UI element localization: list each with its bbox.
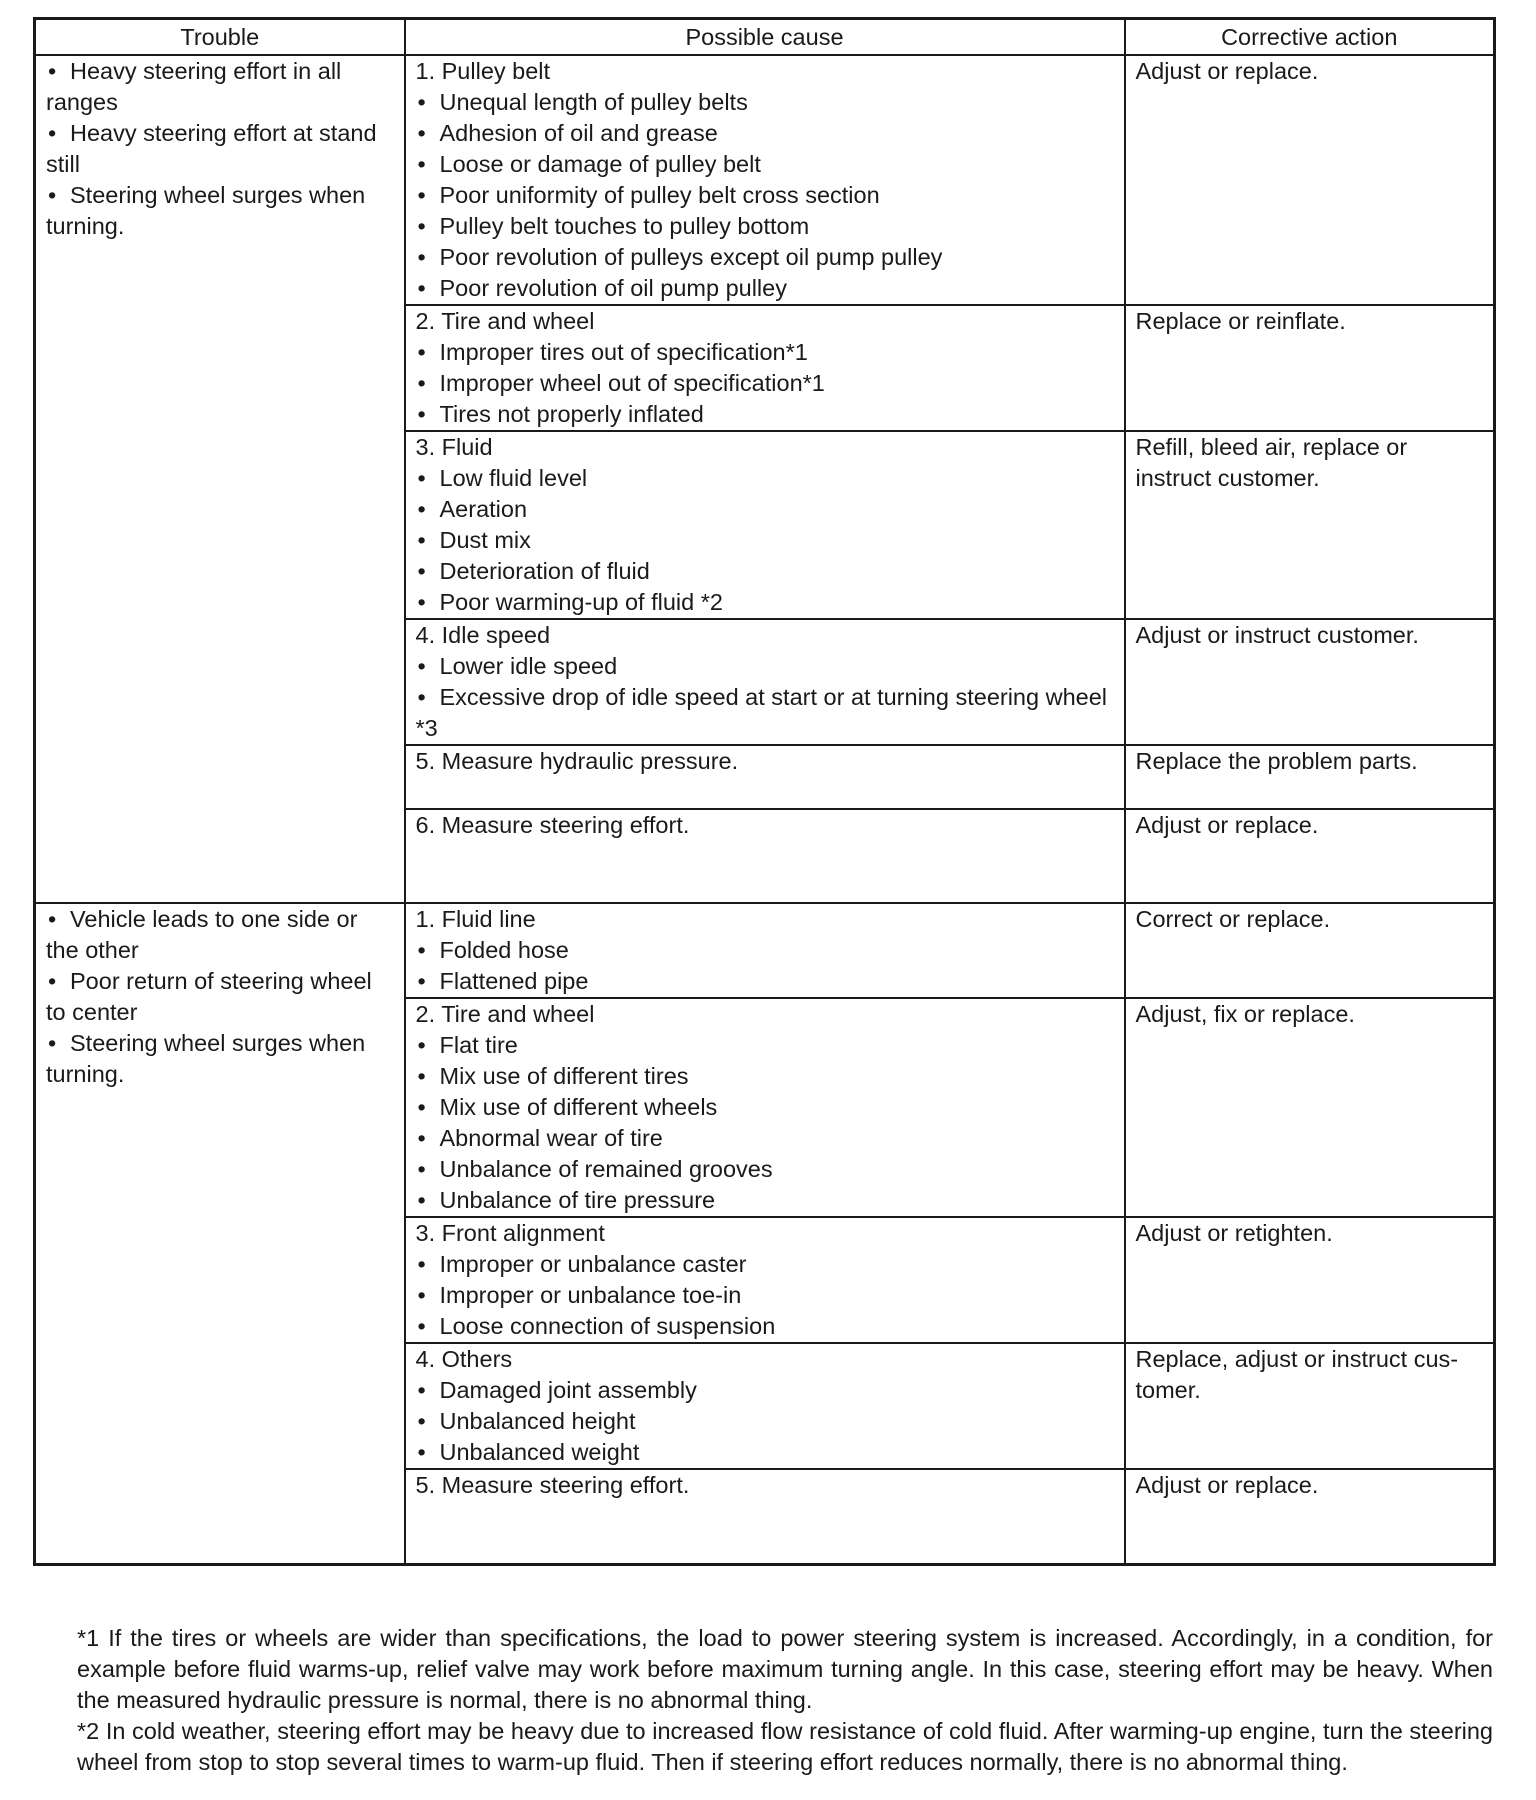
action-cell: Adjust or replace. (1125, 1469, 1495, 1565)
cause-item: • Poor uniformity of pulley belt cross section (416, 180, 1114, 211)
cause-title: 1. Pulley belt (415, 58, 551, 84)
action-cell: Refill, bleed air, replace or instruct customer. (1125, 431, 1495, 619)
trouble-item: • Poor return of steering wheel to center (46, 966, 394, 1028)
cause-item: • Poor warming-up of fluid *2 (416, 587, 1114, 618)
cause-item: • Poor revolution of pulleys except oil pump pulley (416, 242, 1114, 273)
cause-cell (405, 903, 1125, 998)
cause-cell (405, 55, 1125, 305)
cause-item: • Flattened pipe (416, 966, 1114, 997)
cause-item: • Adhesion of oil and grease (416, 118, 1114, 149)
cause-item: • Lower idle speed (416, 651, 1114, 682)
cause-title: 2. Tire and wheel (415, 308, 595, 334)
cause-title: 2. Tire and wheel (415, 1001, 595, 1027)
trouble-item: • Steering wheel surges when turning. (46, 1028, 394, 1090)
cause-cell (405, 1469, 1125, 1565)
cause-item: • Unbalance of remained grooves (416, 1154, 1114, 1185)
cause-item: • Improper or unbalance caster (416, 1249, 1114, 1280)
cause-item: • Low fluid level (416, 463, 1114, 494)
action-cell: Replace, adjust or instruct cus-tomer. (1125, 1343, 1495, 1469)
action-cell: Adjust or retighten. (1125, 1217, 1495, 1343)
trouble-item: • Heavy steering effort at stand still (46, 118, 394, 180)
cause-item: • Unbalanced height (416, 1406, 1114, 1437)
cause-item: • Dust mix (416, 525, 1114, 556)
cause-item: • Unbalanced weight (416, 1437, 1114, 1468)
cause-cell (405, 809, 1125, 903)
cause-title: 5. Measure steering effort. (415, 1472, 690, 1498)
action-cell: Adjust or replace. (1125, 55, 1495, 305)
cause-item: • Excessive drop of idle speed at start or at turning steering wheel *3 (416, 682, 1114, 744)
table-row (35, 55, 1495, 305)
cause-item: • Loose connection of suspension (416, 1311, 1114, 1342)
cause-item: • Pulley belt touches to pulley bottom (416, 211, 1114, 242)
cause-item: • Improper tires out of specification*1 (416, 337, 1114, 368)
cause-item: • Folded hose (416, 935, 1114, 966)
cause-cell (405, 619, 1125, 745)
cause-title: 4. Idle speed (415, 622, 551, 648)
cause-title: 6. Measure steering effort. (415, 812, 690, 838)
cause-item: • Mix use of different tires (416, 1061, 1114, 1092)
action-cell: Replace or reinflate. (1125, 305, 1495, 431)
trouble-item: • Heavy steering effort in all ranges (46, 56, 394, 118)
table-row (35, 903, 1495, 998)
cause-item: • Unbalance of tire pressure (416, 1185, 1114, 1216)
footnote-2: *2 In cold weather, steering effort may be heavy due to increased flow resistance of cold fluid. After warming-up engine, turn the steering wheel from stop to stop several times to warm-up fluid. Then if steering effort reduces normally, there is no abnormal thing. (77, 1718, 1493, 1775)
action-cell: Replace the problem parts. (1125, 745, 1495, 809)
cause-cell (405, 305, 1125, 431)
cause-item: • Improper wheel out of specification*1 (416, 368, 1114, 399)
cause-item: • Loose or damage of pulley belt (416, 149, 1114, 180)
header-action: Corrective action (1125, 19, 1495, 56)
cause-title: 1. Fluid line (415, 906, 536, 932)
action-cell: Correct or replace. (1125, 903, 1495, 998)
cause-item: • Poor revolution of oil pump pulley (416, 273, 1114, 304)
cause-item: • Improper or unbalance toe-in (416, 1280, 1114, 1311)
cause-cell (405, 1217, 1125, 1343)
header-row (35, 19, 1495, 56)
cause-item: • Tires not properly inflated (416, 399, 1114, 430)
cause-item: • Flat tire (416, 1030, 1114, 1061)
action-cell: Adjust, fix or replace. (1125, 998, 1495, 1217)
cause-item: • Damaged joint assembly (416, 1375, 1114, 1406)
cause-item: • Aeration (416, 494, 1114, 525)
action-cell: Adjust or instruct customer. (1125, 619, 1495, 745)
cause-item: • Deterioration of fluid (416, 556, 1114, 587)
cause-cell (405, 998, 1125, 1217)
cause-item: • Unequal length of pulley belts (416, 87, 1114, 118)
diagnosis-table-wrapper (33, 17, 1493, 1566)
diagnosis-table (33, 17, 1496, 1566)
trouble-cell (35, 903, 405, 1565)
header-cause: Possible cause (405, 19, 1125, 56)
footnotes (77, 1623, 1493, 1778)
cause-cell (405, 1343, 1125, 1469)
cause-title: 4. Others (415, 1346, 513, 1372)
trouble-item: • Vehicle leads to one side or the other (46, 904, 394, 966)
footnote-1: *1 If the tires or wheels are wider than specifications, the load to power steering system is increased. Accordingly, in a condition, for example before fluid warms-up, relief valve may work before maximum turning angle. In this case, steering effort may be heavy. When the measured hydraulic pressure is normal, there is no abnormal thing. (77, 1625, 1493, 1713)
cause-cell (405, 431, 1125, 619)
cause-title: 3. Fluid (415, 434, 493, 460)
action-cell: Adjust or replace. (1125, 809, 1495, 903)
trouble-item: • Steering wheel surges when turning. (46, 180, 394, 242)
header-trouble: Trouble (35, 19, 405, 56)
cause-title: 5. Measure hydraulic pressure. (415, 748, 739, 774)
trouble-cell (35, 55, 405, 903)
cause-title: 3. Front alignment (415, 1220, 605, 1246)
cause-item: • Abnormal wear of tire (416, 1123, 1114, 1154)
cause-item: • Mix use of different wheels (416, 1092, 1114, 1123)
cause-cell (405, 745, 1125, 809)
